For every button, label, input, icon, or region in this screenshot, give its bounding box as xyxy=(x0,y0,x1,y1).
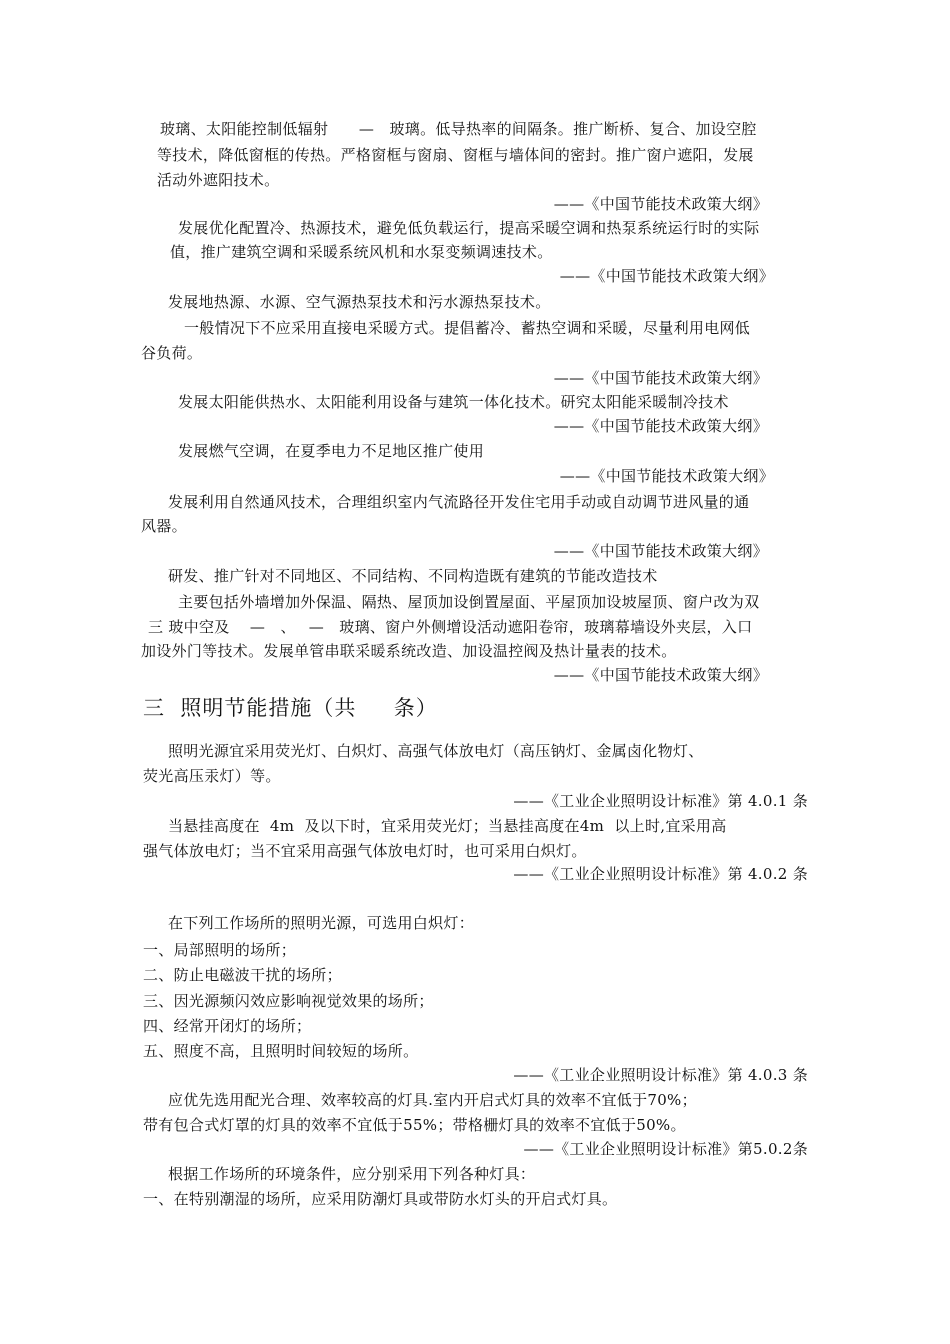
list-item: 一、在特别潮湿的场所，应采用防潮灯具或带防水灯头的开启式灯具。 xyxy=(143,1190,618,1208)
source-citation: ——《中国节能技术政策大纲》 xyxy=(553,369,768,387)
source-citation: ——《中国节能技术政策大纲》 xyxy=(553,195,768,213)
source-citation: ——《中国节能技术政策大纲》 xyxy=(559,467,774,485)
paragraph-line: 当悬挂高度在 4m 及以下时，宜采用荧光灯；当悬挂高度在4m 以上时,宜采用高 xyxy=(168,817,727,835)
list-item: 四、经常开闭灯的场所； xyxy=(143,1017,312,1035)
paragraph-line: 在下列工作场所的照明光源，可选用白炽灯： xyxy=(168,914,475,932)
source-citation: ——《工业企业照明设计标准》第 4.0.3 条 xyxy=(513,1066,808,1084)
paragraph-line: 玻璃、太阳能控制低辐射 — 玻璃。低导热率的间隔条。推广断桥、复合、加设空腔 xyxy=(160,120,757,138)
paragraph-line: 荧光高压汞灯）等。 xyxy=(143,767,281,785)
paragraph-line: 等技术，降低窗框的传热。严格窗框与窗扇、窗框与墙体间的密封。推广窗户遮阳，发展 xyxy=(157,146,754,164)
source-citation: ——《中国节能技术政策大纲》 xyxy=(553,417,768,435)
source-citation: ——《中国节能技术政策大纲》 xyxy=(553,666,768,684)
list-item: 三、因光源频闪效应影响视觉效果的场所； xyxy=(143,992,434,1010)
paragraph-line: 主要包括外墙增加外保温、隔热、屋顶加设倒置屋面、平屋顶加设坡屋顶、窗户改为双 xyxy=(178,593,760,611)
list-item: 五、照度不高，且照明时间较短的场所。 xyxy=(143,1042,419,1060)
paragraph-line: 发展地热源、水源、空气源热泵技术和污水源热泵技术。 xyxy=(168,293,551,311)
paragraph-line: 带有包合式灯罩的灯具的效率不宜低于55%；带格栅灯具的效率不宜低于50%。 xyxy=(143,1116,686,1134)
list-item: 二、防止电磁波干扰的场所； xyxy=(143,966,342,984)
paragraph-line: 强气体放电灯；当不宜采用高强气体放电灯时，也可采用白炽灯。 xyxy=(143,842,587,860)
paragraph-line: 应优先选用配光合理、效率较高的灯具.室内开启式灯具的效率不宜低于70%； xyxy=(168,1091,697,1109)
paragraph-line: 发展优化配置冷、热源技术，避免低负载运行，提高采暖空调和热泵系统运行时的实际 xyxy=(178,219,760,237)
paragraph-line: 发展利用自然通风技术，合理组织室内气流路径开发住宅用手动或自动调节进风量的通 xyxy=(168,493,750,511)
source-citation: ——《中国节能技术政策大纲》 xyxy=(559,267,774,285)
source-citation: ——《工业企业照明设计标准》第 4.0.1 条 xyxy=(513,792,808,810)
paragraph-line: 风器。 xyxy=(141,517,187,535)
paragraph-line: 谷负荷。 xyxy=(141,344,203,362)
paragraph-line: 发展燃气空调，在夏季电力不足地区推广使用 xyxy=(178,442,485,460)
source-citation: ——《中国节能技术政策大纲》 xyxy=(553,542,768,560)
paragraph-line: 研发、推广针对不同地区、不同结构、不同构造既有建筑的节能改造技术 xyxy=(168,567,658,585)
section-heading: 三 照明节能措施（共 条） xyxy=(143,696,438,720)
source-citation: ——《工业企业照明设计标准》第 4.0.2 条 xyxy=(513,865,808,883)
paragraph-line: 一般情况下不应采用直接电采暖方式。提倡蓄冷、蓄热空调和采暖，尽量利用电网低 xyxy=(184,319,751,337)
source-citation: ——《工业企业照明设计标准》第5.0.2条 xyxy=(523,1140,808,1158)
paragraph-line: 加设外门等技术。发展单管串联采暖系统改造、加设温控阀及热计量表的技术。 xyxy=(141,642,677,660)
paragraph-line: 值，推广建筑空调和采暖系统风机和水泵变频调速技术。 xyxy=(170,243,553,261)
paragraph-line: 活动外遮阳技术。 xyxy=(157,171,280,189)
paragraph-line: 根据工作场所的环境条件，应分别采用下列各种灯具： xyxy=(168,1165,536,1183)
list-item: 一、局部照明的场所； xyxy=(143,941,297,959)
paragraph-line: 照明光源宜采用荧光灯、白炽灯、高强气体放电灯（高压钠灯、金属卤化物灯、 xyxy=(168,742,704,760)
paragraph-line: 三 玻中空及 — 、 — 玻璃、窗户外侧增设活动遮阳卷帘，玻璃幕墙设外夹层，入口 xyxy=(148,618,753,636)
paragraph-line: 发展太阳能供热水、太阳能利用设备与建筑一体化技术。研究太阳能采暖制冷技术 xyxy=(178,393,729,411)
